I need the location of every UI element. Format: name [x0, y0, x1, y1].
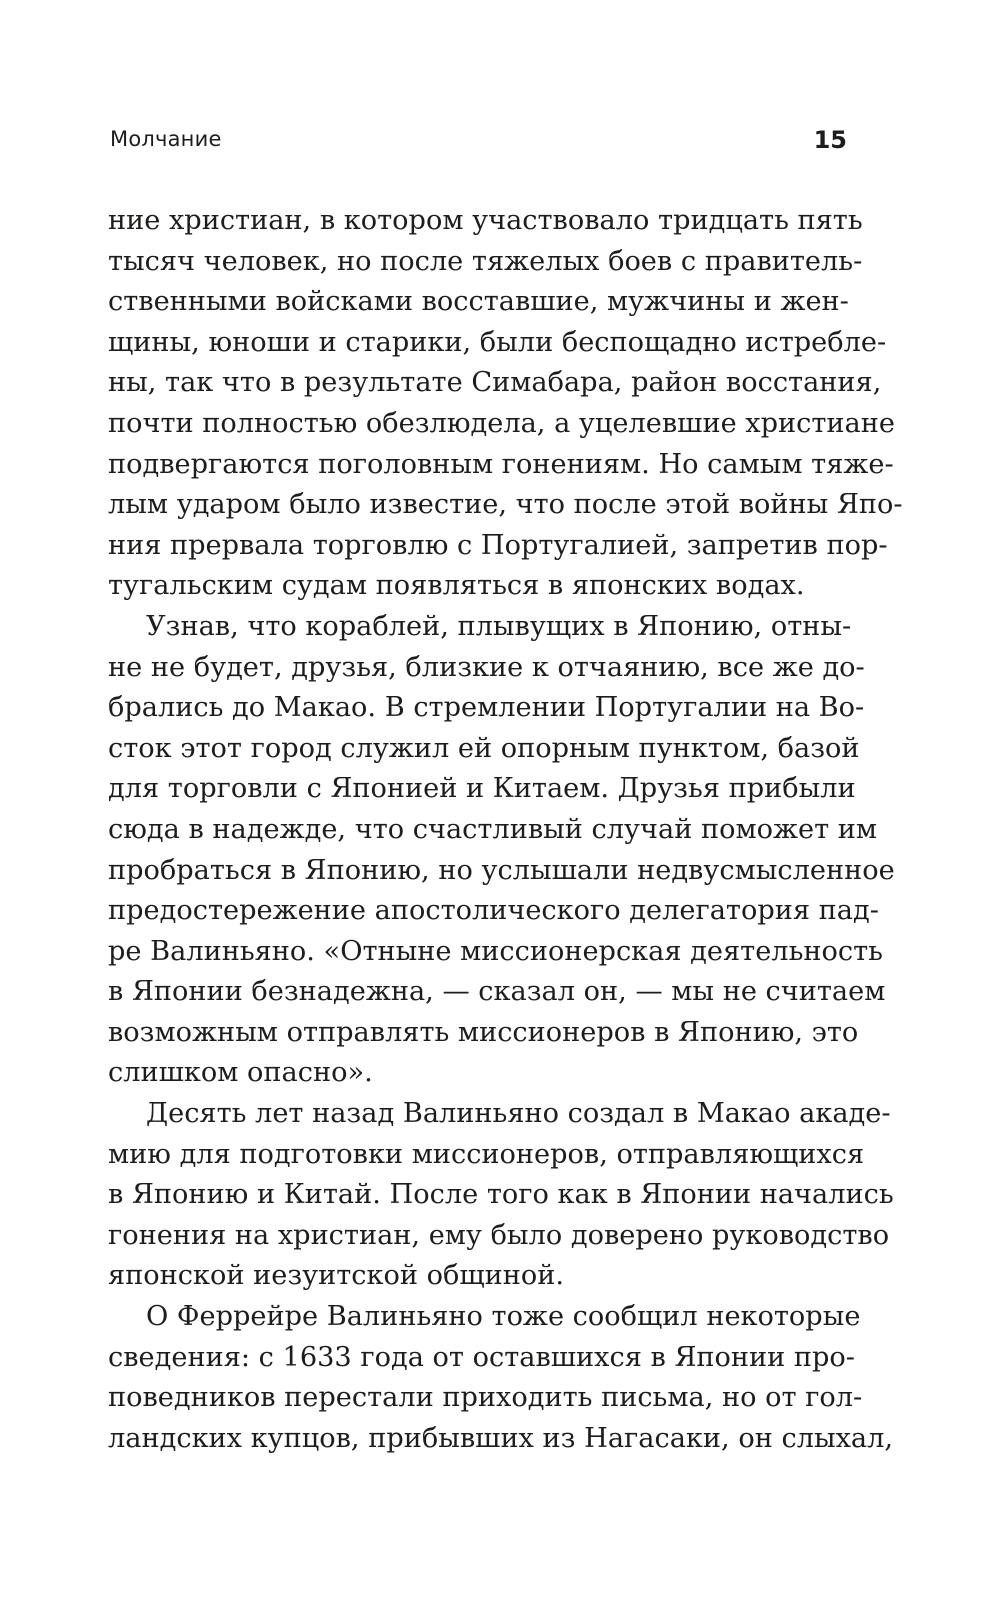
text-line: почти полностью обезлюдела, а уцелевшие христиане	[108, 407, 895, 439]
text-line: в Японии безнадежна, — сказал он, — мы не считаем	[108, 976, 886, 1008]
text-line: поведников перестали приходить письма, но от гол-	[108, 1382, 863, 1414]
text-line: подвергаются поголовным гонениям. Но самым тяже-	[108, 448, 894, 480]
text-line: в Японию и Китай. После того как в Японии начались	[108, 1179, 894, 1211]
text-line: сведения: с 1633 года от оставшихся в Японии про-	[108, 1341, 855, 1373]
text-line: ния прервала торговлю с Португалией, запретив пор-	[108, 529, 888, 561]
text-line: Узнав, что кораблей, плывущих в Японию, отны-	[146, 610, 852, 642]
running-title: Молчание	[110, 127, 222, 151]
paragraph	[108, 1297, 894, 1459]
text-line: гонения на христиан, ему было доверено руководство	[108, 1219, 890, 1251]
text-line: возможным отправлять миссионеров в Японию, это	[108, 1016, 859, 1048]
paragraph	[108, 201, 903, 607]
text-line: Десять лет назад Валиньяно создал в Макао акаде-	[146, 1098, 891, 1130]
text-line: ны, так что в результате Симабара, район восстания,	[108, 367, 882, 399]
text-line: японской иезуитской общиной.	[108, 1260, 565, 1292]
text-line: для торговли с Японией и Китаем. Друзья прибыли	[108, 773, 856, 805]
text-line: ландских купцов, прибывших из Нагасаки, он слыхал,	[108, 1422, 894, 1454]
text-line: ственными войсками восставшие, мужчины и жен-	[108, 286, 849, 318]
body-text	[108, 201, 903, 1459]
text-line: щины, юноши и старики, были беспощадно истребле-	[108, 326, 887, 358]
paragraph	[108, 1094, 894, 1297]
text-line: сюда в надежде, что счастливый случай поможет им	[108, 813, 878, 845]
text-line: предостережение апостолического делегатория пад-	[108, 895, 879, 927]
text-line: лым ударом было известие, что после этой войны Япо-	[108, 489, 903, 521]
paragraph	[108, 607, 895, 1094]
text-line: тысяч человек, но после тяжелых боев с правитель-	[108, 245, 863, 277]
text-line: ние христиан, в котором участвовало тридцать пять	[108, 205, 863, 236]
page-number: 15	[813, 126, 847, 154]
text-line: ре Валиньяно. «Отныне миссионерская деятельность	[108, 935, 883, 967]
text-line: не не будет, друзья, близкие к отчаянию, все же до-	[108, 651, 865, 683]
text-line: пробраться в Японию, но услышали недвусмысленное	[108, 854, 895, 886]
text-line: брались до Макао. В стремлении Португалии на Во-	[108, 692, 865, 724]
text-line: тугальским судам появляться в японских водах.	[108, 570, 805, 602]
text-line: мию для подготовки миссионеров, отправляющихся	[108, 1138, 865, 1170]
text-line: О Феррейре Валиньяно тоже сообщил некоторые	[146, 1301, 861, 1333]
text-line: сток этот город служил ей опорным пунктом, базой	[108, 732, 860, 764]
text-line: слишком опасно».	[108, 1057, 373, 1089]
